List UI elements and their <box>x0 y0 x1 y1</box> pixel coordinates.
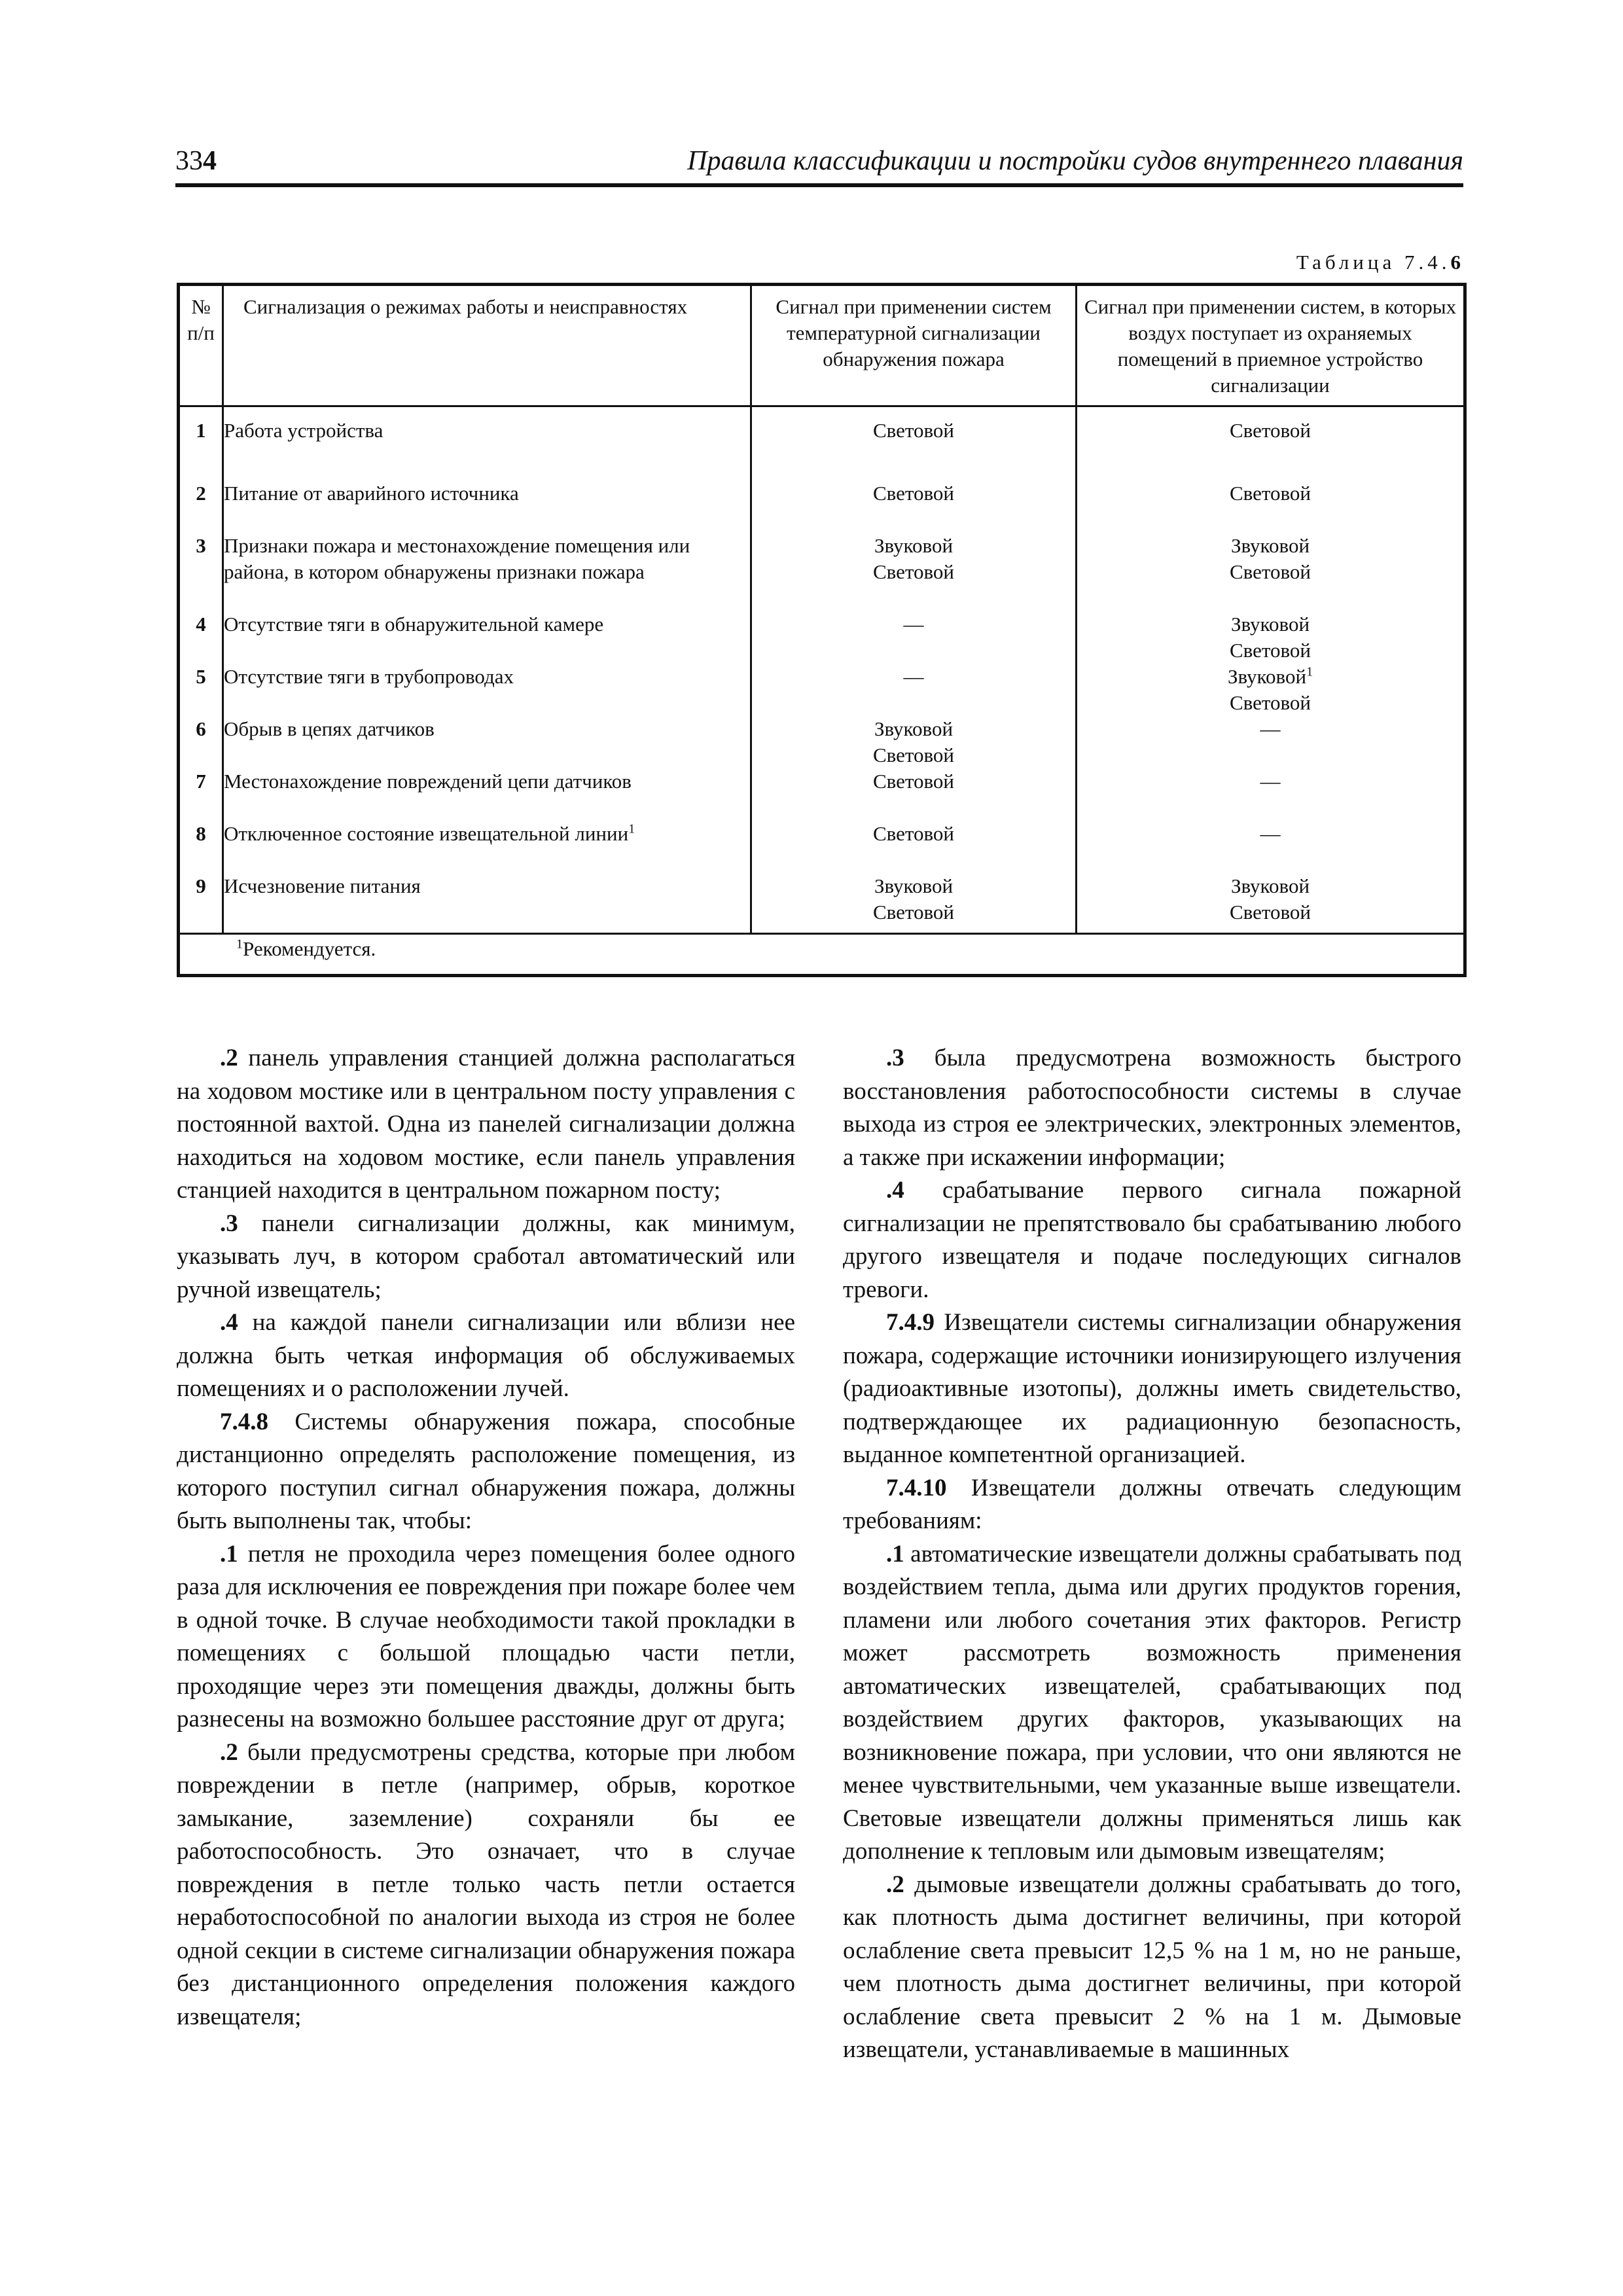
air-signal: Звуковой Световой <box>1077 533 1465 611</box>
table-footnote-row <box>179 933 1465 975</box>
temp-signal: Звуковой Световой <box>751 716 1077 768</box>
row-number: 9 <box>196 874 206 897</box>
temp-signal: Световой <box>751 821 1077 873</box>
signal-table <box>177 283 1467 977</box>
air-signal: Световой <box>1077 480 1465 533</box>
table-row <box>179 716 1465 768</box>
table-header-row <box>179 285 1465 406</box>
paragraph: 7.4.10 Извещатели должны отвечать следующим требованиям: <box>843 1474 1461 1534</box>
air-signal: — <box>1077 768 1465 821</box>
footnote-mark: 1 <box>628 821 635 836</box>
paragraph: .1 автоматические извещатели должны срабатывать под воздействием тепла, дыма или других продуктов горения, пламени или любого сочетания этих факторов. Регистр может рассмотреть возможность применения автоматических извещателей, срабатывающих под воздействием других факторов, указывающих на возникновение пожара, при условии, что они являются не менее чувствительными, чем указанные выше извещатели. Световые извещатели должны применяться лишь как дополнение к тепловым или дымовым извещателям; <box>843 1540 1461 1865</box>
footnote-mark: 1 <box>236 937 243 952</box>
row-number: 7 <box>196 770 206 793</box>
left-text-column <box>177 1042 795 2034</box>
row-number: 8 <box>196 822 206 845</box>
table-row <box>179 873 1465 933</box>
row-description: Отсутствие тяги в трубопроводах <box>223 664 751 716</box>
row-description: Работа устройства <box>223 406 751 481</box>
air-signal: Звуковой Световой <box>1077 873 1465 933</box>
row-number: 6 <box>196 717 206 740</box>
table-caption: Таблица 7.4.6 <box>1296 251 1461 274</box>
temp-signal: Звуковой Световой <box>751 873 1077 933</box>
paragraph: .2 дымовые извещатели должны срабатывать до того, как плотность дыма достигнет величины, при которой ослабление света превысит 12,5 % на 1 м, но не раньше, чем плотность дыма достигнет величины, при которой ослабление света превысит 2 % на 1 м. Дымовые извещатели, устанавливаемые в машинных <box>843 1871 1461 2063</box>
air-signal: — <box>1077 716 1465 768</box>
row-description: Питание от аварийного источника <box>223 480 751 533</box>
temp-signal: — <box>751 611 1077 664</box>
table-row <box>179 611 1465 664</box>
paragraph: .3 панели сигнализации должны, как минимум, указывать луч, в котором сработал автоматический или ручной извещатель; <box>177 1210 795 1303</box>
right-text-column <box>843 1042 1461 2067</box>
table-row <box>179 768 1465 821</box>
air-signal: — <box>1077 821 1465 873</box>
row-number: 2 <box>196 482 206 505</box>
paragraph: .2 панель управления станцией должна располагаться на ходовом мостике или в центральном посту управления с постоянной вахтой. Одна из панелей сигнализации должна находиться на ходовом мостике, если панель управления станцией находится в центральном пожарном посту; <box>177 1045 795 1204</box>
row-description: Обрыв в цепях датчиков <box>223 716 751 768</box>
page-number: 334 <box>175 146 217 176</box>
paragraph: .4 срабатывание первого сигнала пожарной сигнализации не препятствовало бы срабатыванию любого другого извещателя и подаче последующих сигналов тревоги. <box>843 1177 1461 1303</box>
row-description: Признаки пожара и местонахождение помещения или района, в котором обнаружены признаки пожара <box>223 533 751 611</box>
temp-signal: Звуковой Световой <box>751 533 1077 611</box>
running-title: Правила классификации и постройки судов внутреннего плавания <box>687 146 1463 176</box>
paragraph: 7.4.9 Извещатели системы сигнализации обнаружения пожара, содержащие источники ионизирующего излучения (радиоактивные изотопы), должны иметь свидетельство, подтверждающее их радиационную безопасность, выданное компетентной организацией. <box>843 1309 1461 1468</box>
footnote-mark: 1 <box>1306 664 1313 679</box>
row-number: 1 <box>196 419 206 442</box>
table-row <box>179 664 1465 716</box>
column-header: № п/п <box>179 285 223 406</box>
table-footnote: $^1$Рекомендуется. <box>179 933 1465 975</box>
temp-signal: — <box>751 664 1077 716</box>
table-row <box>179 406 1465 481</box>
paragraph: .2 были предусмотрены средства, которые при любом повреждении в петле (например, обрыв, короткое замыкание, заземление) сохраняли бы ее работоспособность. Это означает, что в случае повреждения в петле только часть петли остается неработоспособной по аналогии выхода из строя не более одной секции в системе сигнализации обнаружения пожара без дистанционного определения положения каждого извещателя; <box>177 1738 795 2030</box>
column-header: Сигнализация о режимах работы и неисправностях <box>223 285 751 406</box>
paragraph: 7.4.8 Системы обнаружения пожара, способные дистанционно определять расположение помещения, из которого поступил сигнал обнаружения пожара, должны быть выполнены так, чтобы: <box>177 1408 795 1534</box>
table-row <box>179 821 1465 873</box>
air-signal: Световой <box>1077 406 1465 481</box>
paragraph: .3 была предусмотрена возможность быстрого восстановления работоспособности системы в случае выхода из строя ее электрических, электронных элементов, а также при искажении информации; <box>843 1045 1461 1171</box>
page-header <box>175 143 1463 187</box>
column-header: Сигнал при применении систем температурной сигнализации обнаружения пожара <box>751 285 1077 406</box>
row-description: Отключенное состояние извещательной линии$^1$ <box>223 821 751 873</box>
row-description: Местонахождение повреждений цепи датчиков <box>223 768 751 821</box>
table-row <box>179 480 1465 533</box>
air-signal: Звуковой$^1$ Световой <box>1077 664 1465 716</box>
column-header: Сигнал при применении систем, в которых воздух поступает из охраняемых помещений в приемное устройство сигнализации <box>1077 285 1465 406</box>
temp-signal: Световой <box>751 480 1077 533</box>
air-signal: Звуковой Световой <box>1077 611 1465 664</box>
paragraph: .4 на каждой панели сигнализации или вблизи нее должна быть четкая информация об обслуживаемых помещениях и о расположении лучей. <box>177 1309 795 1402</box>
row-number: 3 <box>196 534 206 557</box>
row-description: Отсутствие тяги в обнаружительной камере <box>223 611 751 664</box>
row-number: 4 <box>196 613 206 636</box>
row-number: 5 <box>196 665 206 688</box>
paragraph: .1 петля не проходила через помещения более одного раза для исключения ее повреждения при пожаре более чем в одной точке. В случае необходимости такой прокладки в помещениях с большой площадью части петли, проходящие через эти помещения дважды, должны быть разнесены на возможно большее расстояние друг от друга; <box>177 1540 795 1732</box>
row-description: Исчезновение питания <box>223 873 751 933</box>
temp-signal: Световой <box>751 406 1077 481</box>
temp-signal: Световой <box>751 768 1077 821</box>
table-row <box>179 533 1465 611</box>
